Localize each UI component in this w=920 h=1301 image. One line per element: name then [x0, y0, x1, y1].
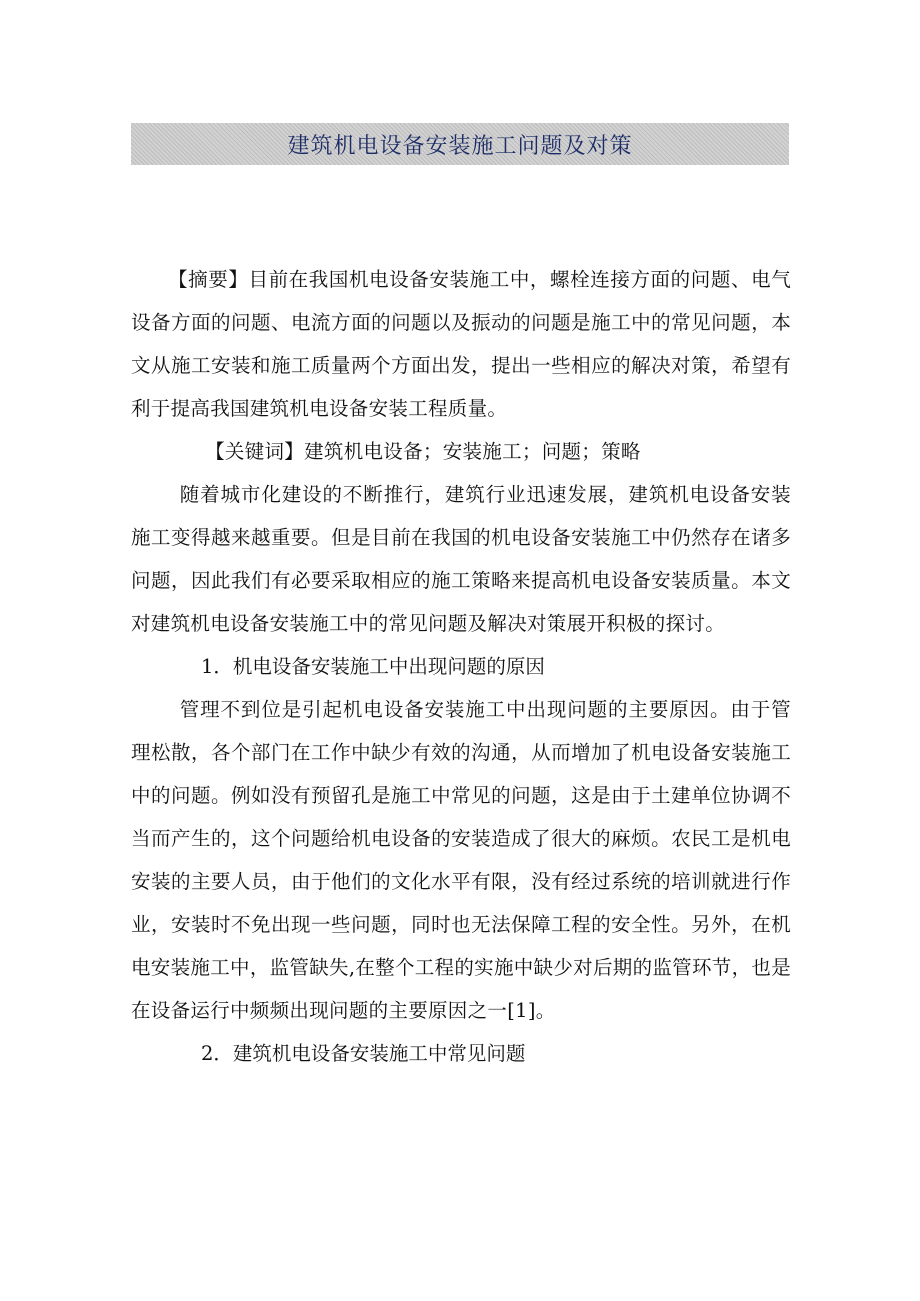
title-banner — [131, 123, 789, 165]
section-1-heading: 1．机电设备安装施工中出现问题的原因 — [201, 655, 545, 678]
section-2-heading: 2．建筑机电设备安装施工中常见问题 — [201, 1042, 526, 1065]
document-title: 建筑机电设备安装施工问题及对策 — [287, 133, 633, 159]
keywords-paragraph: 【关键词】建筑机电设备；安装施工；问题；策略 — [205, 440, 641, 463]
document-body — [131, 258, 791, 1075]
abstract-paragraph: 【摘要】目前在我国机电设备安装施工中，螺栓连接方面的问题、电气设备方面的问题、电流方面的问题以及振动的问题是施工中的常见问题，本文从施工安装和施工质量两个方面出发，提出一些相应的解决对策，希望有利于提高我国建筑机电设备安装工程质量。 — [131, 268, 791, 420]
section-1-paragraph: 管理不到位是引起机电设备安装施工中出现问题的主要原因。由于管理松散，各个部门在工作中缺少有效的沟通，从而增加了机电设备安装施工中的问题。例如没有预留孔是施工中常见的问题，这是由于土建单位协调不当而产生的，这个问题给机电设备的安装造成了很大的麻烦。农民工是机电安装的主要人员，由于他们的文化水平有限，没有经过系统的培训就进行作业，安装时不免出现一些问题，同时也无法保障工程的安全性。另外，在机电安装施工中，监管缺失,在整个工程的实施中缺少对后期的监管环节，也是在设备运行中频频出现问题的主要原因之一[1]。 — [131, 698, 791, 1022]
intro-paragraph: 随着城市化建设的不断推行，建筑行业迅速发展，建筑机电设备安装施工变得越来越重要。但是目前在我国的机电设备安装施工中仍然存在诸多问题，因此我们有必要采取相应的施工策略来提高机电设备安装质量。本文对建筑机电设备安装施工中的常见问题及解决对策展开积极的探讨。 — [131, 483, 791, 635]
